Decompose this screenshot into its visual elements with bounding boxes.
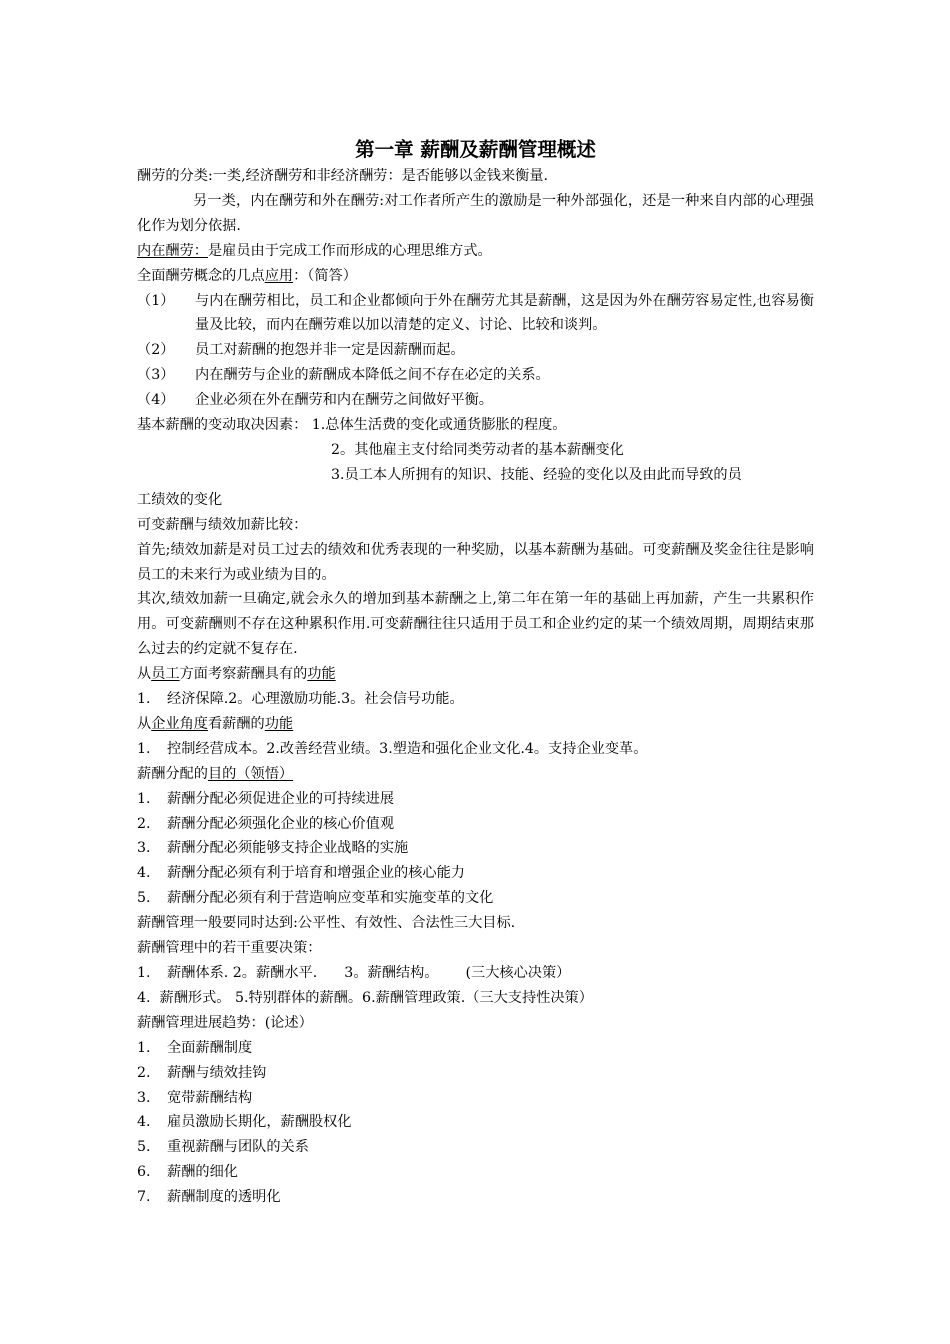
underlined-term: 员工 [151, 666, 180, 683]
item-number: 2. [137, 1064, 151, 1081]
underlined-term: 应用 [264, 267, 294, 284]
item-text: 与内在酬劳相比，员工和企业都倾向于外在酬劳尤其是薪酬，这是因为外在酬劳容易定性,也容易衡量及比较，而内在酬劳难以加以清楚的定义、讨论、比较和谈判。 [195, 292, 814, 334]
item-number: 5. [137, 890, 151, 907]
list-item [137, 1135, 814, 1160]
list-item [137, 886, 814, 911]
item-text: 薪酬体系. 2。薪酬水平. 3。薪酬结构。 (三大核心决策） [167, 965, 571, 981]
item-text: 薪酬的细化 [167, 1164, 238, 1181]
text: 全面酬劳概念的几点 [137, 267, 265, 284]
list-item [137, 1160, 814, 1185]
paragraph: 可变薪酬与绩效加薪比较： [137, 516, 308, 533]
item-number: 1. [137, 790, 151, 807]
item-text: 薪酬分配必须有利于培育和增强企业的核心能力 [167, 865, 465, 882]
list-item [137, 861, 814, 886]
item-text: 薪酬与绩效挂钩 [167, 1064, 267, 1081]
item-text: 薪酬分配必须能够支持企业战略的实施 [167, 840, 409, 857]
item-number: 5. [137, 1139, 151, 1156]
list-item [137, 737, 814, 762]
chapter-title: 第一章 薪酬及薪酬管理概述 [355, 138, 596, 161]
text: 看薪酬的 [207, 715, 265, 732]
list-item [137, 1110, 814, 1135]
paragraph: 2。其他雇主支付给同类劳动者的基本薪酬变化 [331, 441, 624, 458]
item-number: （1） [137, 292, 175, 309]
item-text: 控制经营成本。2.改善经营业绩。3.塑造和强化企业文化.4。支持企业变革。 [167, 740, 648, 757]
list-item [137, 836, 814, 861]
item-number: 3. [137, 840, 151, 857]
paragraph: 基本薪酬的变动取决因素： 1.总体生活费的变化或通货膨胀的程度。 [137, 417, 567, 434]
underlined-term: 目的（领悟） [207, 765, 294, 782]
paragraph [137, 762, 814, 787]
list-item [137, 1086, 814, 1111]
list-item [137, 363, 814, 388]
paragraph: 薪酬管理中的若干重要决策： [137, 940, 322, 957]
item-number: 1. [137, 1039, 151, 1056]
item-number: 6. [137, 1164, 151, 1181]
item-text: 内在酬劳与企业的薪酬成本降低之间不存在必定的关系。 [195, 367, 550, 384]
paragraph: 4. 薪酬形式。 5.特别群体的薪酬。6.薪酬管理政策.（三大支持性决策） [137, 989, 593, 1006]
paragraph [137, 264, 814, 289]
text: ：（简答） [293, 267, 357, 284]
item-text: 薪酬分配必须有利于营造响应变革和实施变革的文化 [167, 890, 494, 907]
underlined-term: 功能 [264, 715, 294, 732]
item-number: 1. [137, 740, 151, 757]
item-number: 4. [137, 1114, 151, 1131]
item-number: （4） [137, 392, 175, 409]
underlined-term: 功能 [307, 666, 336, 683]
underlined-term: 企业角度 [151, 715, 208, 732]
paragraph: 酬劳的分类:一类,经济酬劳和非经济酬劳：是否能够以金钱来衡量. [137, 168, 549, 184]
item-number: 3. [137, 1089, 151, 1106]
text: 是雇员由于完成工作而形成的心理思维方式。 [207, 242, 492, 259]
list-item [137, 338, 814, 363]
list-item [137, 787, 814, 812]
item-text: 薪酬分配必须促进企业的可持续进展 [167, 790, 395, 807]
item-text: 经济保障.2。心理激励功能.3。社会信号功能。 [167, 691, 464, 708]
paragraph: 另一类，内在酬劳和外在酬劳:对工作者所产生的激励是一种外部强化，还是一种来自内部的心理强化作为划分依据. [137, 192, 814, 234]
paragraph [137, 239, 814, 264]
item-text: 雇员激励长期化，薪酬股权化 [167, 1114, 352, 1131]
list-item [137, 388, 814, 413]
list-item [137, 812, 814, 837]
item-text: 宽带薪酬结构 [167, 1089, 253, 1106]
document-page [137, 136, 814, 1210]
underlined-term: 内在酬劳： [137, 242, 208, 259]
item-number: 1. [137, 691, 151, 708]
text: 方面考察薪酬具有的 [179, 666, 308, 683]
list-item [137, 289, 814, 339]
paragraph [137, 662, 814, 687]
list-item [137, 687, 814, 712]
text: 薪酬分配的 [137, 765, 208, 782]
item-number: 7. [137, 1189, 151, 1206]
item-text: 薪酬分配必须强化企业的核心价值观 [167, 815, 395, 832]
list-item [137, 961, 814, 986]
paragraph: 3.员工本人所拥有的知识、技能、经验的变化以及由此而导致的员 [331, 466, 742, 483]
list-item [137, 1185, 814, 1210]
text: 从 [137, 666, 152, 683]
paragraph: 其次,绩效加薪一旦确定,就会永久的增加到基本薪酬之上,第二年在第一年的基础上再加薪，产生一共累积作用。可变薪酬则不存在这种累积作用.可变薪酬往往只适用于员工和企业约定的某一个绩效周期，周期结束那么过去的约定就不复存在. [137, 591, 814, 658]
item-text: 薪酬制度的透明化 [167, 1189, 281, 1206]
paragraph: 薪酬管理一般要同时达到:公平性、有效性、合法性三大目标. [137, 915, 516, 932]
item-number: （2） [137, 342, 175, 359]
paragraph: 薪酬管理进展趋势：(论述） [137, 1014, 313, 1031]
item-number: 2. [137, 815, 151, 832]
paragraph [137, 712, 814, 737]
item-number: （3） [137, 367, 175, 384]
item-number: 4. [137, 865, 151, 882]
item-text: 员工对薪酬的抱怨并非一定是因薪酬而起。 [195, 342, 465, 359]
item-text: 重视薪酬与团队的关系 [167, 1139, 309, 1156]
paragraph: 工绩效的变化 [137, 491, 223, 508]
list-item [137, 1036, 814, 1061]
item-number: 1. [137, 965, 151, 981]
item-text: 企业必须在外在酬劳和内在酬劳之间做好平衡。 [195, 392, 493, 409]
item-text: 全面薪酬制度 [167, 1039, 253, 1056]
list-item [137, 1061, 814, 1086]
text: 从 [137, 715, 152, 732]
paragraph: 首先;绩效加薪是对员工过去的绩效和优秀表现的一种奖励，以基本薪酬为基础。可变薪酬及奖金往往是影响员工的未来行为或业绩为目的。 [137, 541, 814, 583]
